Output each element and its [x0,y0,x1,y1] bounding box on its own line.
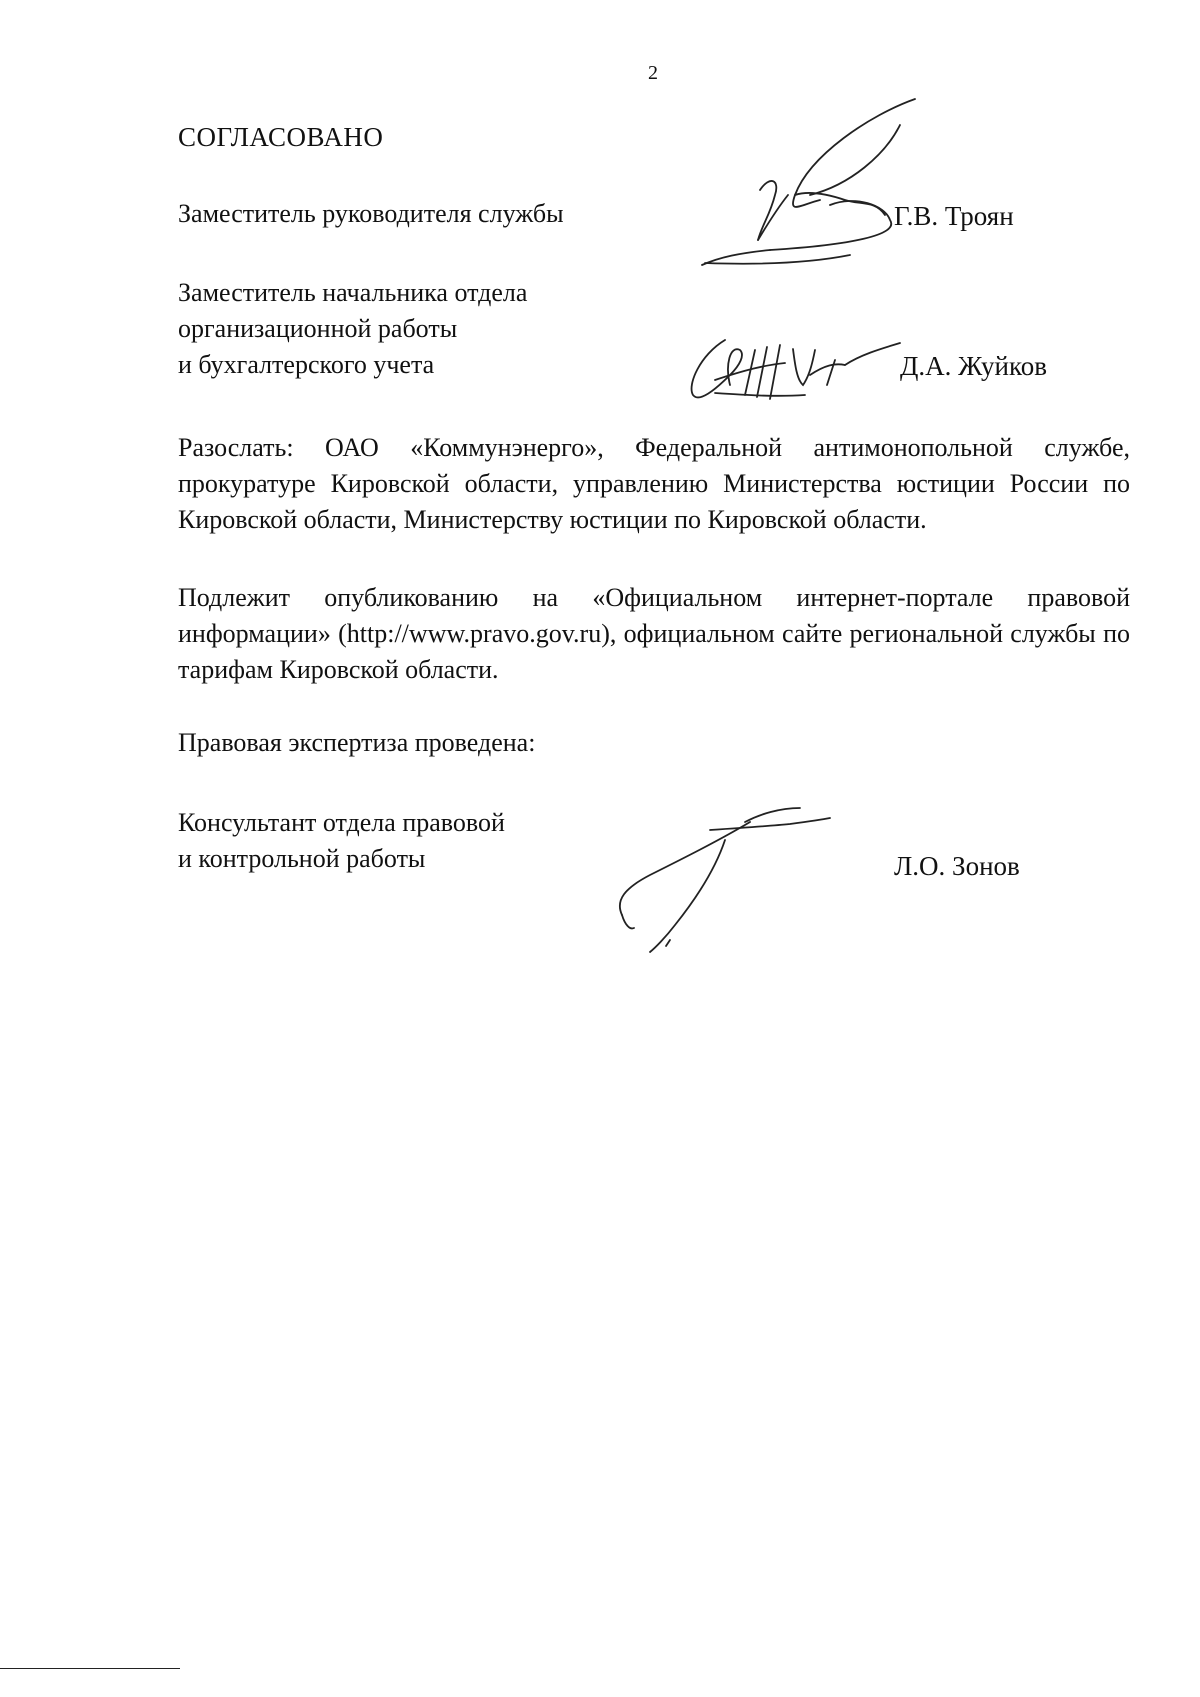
legal-review-label: Правовая экспертиза проведена: [178,728,536,757]
signatory-1-position [178,196,564,232]
signatory-1-name: Г.В. Троян [894,201,1014,231]
publication-paragraph: Подлежит опубликованию на «Официальном интернет-портале правовой информации» (http://www.pravo.gov.ru), официальном сайте региональной службы по тарифам Кировской области. [178,583,1130,684]
distribution-paragraph: Разослать: ОАО «Коммунэнерго», Федеральной антимонопольной службе, прокуратуре Кировской области, управлению Министерства юстиции России по Кировской области, Министерству юстиции по Кировской области. [178,433,1130,534]
signature-zonov [610,800,840,965]
position-line: Заместитель руководителя службы [178,199,564,228]
signature-troyan [700,95,930,280]
page-number: 2 [648,62,658,84]
position-line: Консультант отдела правовой [178,808,505,837]
position-line: и контрольной работы [178,844,426,873]
position-line: Заместитель начальника отдела [178,278,528,307]
position-line: организационной работы [178,314,458,343]
legal-reviewer-name: Л.О. Зонов [894,851,1020,881]
signatory-2-position [178,275,527,383]
signatory-2-name: Д.А. Жуйков [900,351,1047,381]
signature-zhuykov [685,335,905,420]
position-line: и бухгалтерского учета [178,350,435,379]
footer-rule [0,1668,180,1669]
legal-reviewer-position [178,805,505,877]
approval-heading: СОГЛАСОВАНО [178,122,384,152]
